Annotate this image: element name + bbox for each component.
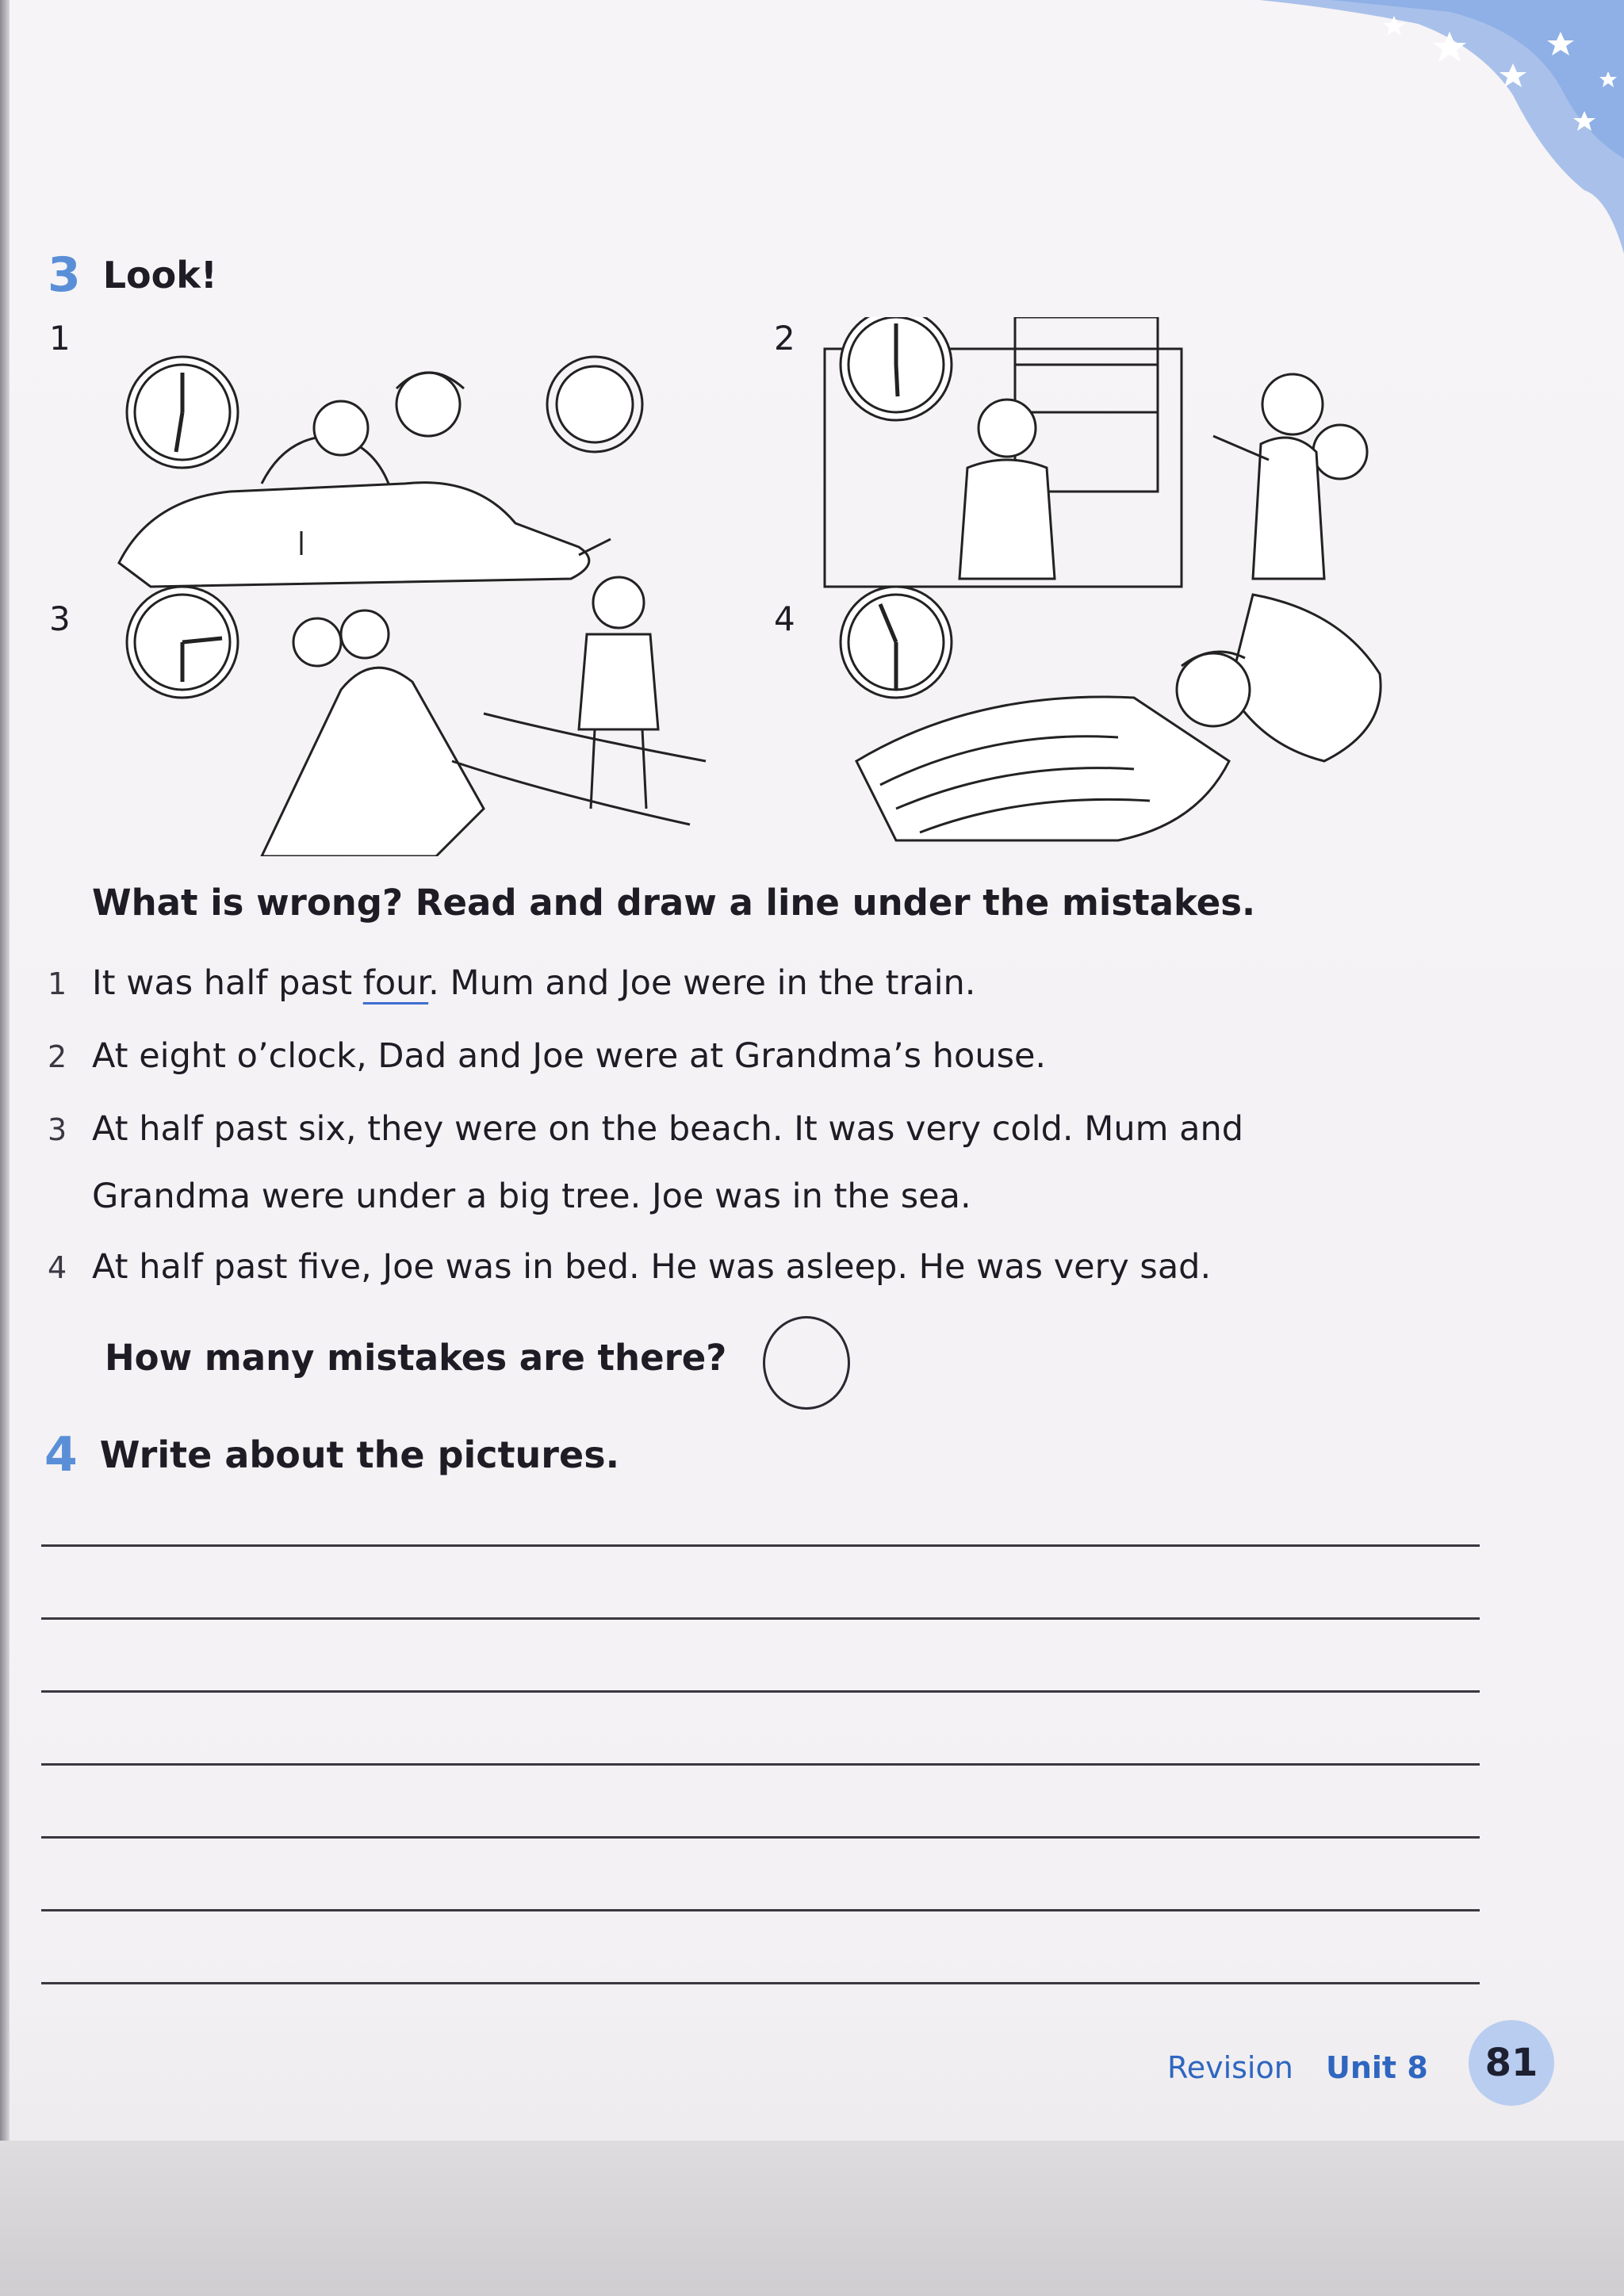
writing-line-2[interactable] [41, 1617, 1480, 1620]
footer-unit-label: Unit 8 [1326, 2050, 1428, 2085]
sentence-4 [48, 1235, 1211, 1299]
panel-number-4: 4 [774, 599, 795, 638]
writing-line-4[interactable] [41, 1763, 1480, 1766]
sentence-3-continued: Grandma were under a big tree. Joe was in the sea. [92, 1177, 971, 1216]
panel-1-car-scene [119, 357, 642, 587]
sentence-text: It was half past [92, 963, 363, 1003]
sentence-text: . Mum and Joe were in the train. [428, 963, 976, 1003]
page-number: 81 [1484, 2041, 1538, 2085]
exercise-3-number: 3 [48, 247, 81, 303]
panel-number-1: 1 [49, 319, 71, 358]
mistake-count-question: How many mistakes are there? [105, 1337, 727, 1379]
writing-line-6[interactable] [41, 1909, 1480, 1911]
exercise-3-heading [48, 247, 217, 303]
panel-number-2: 2 [774, 319, 795, 358]
footer-section-label: Revision [1167, 2050, 1293, 2085]
exercise-4-heading [44, 1427, 619, 1483]
exercise-4-title: Write about the pictures. [99, 1433, 620, 1476]
corner-star-decoration [1212, 0, 1624, 254]
writing-line-7[interactable] [41, 1982, 1480, 1984]
panel-3-beach-scene [127, 577, 706, 856]
page-number-badge [1469, 2020, 1554, 2106]
sentence-1 [48, 951, 975, 1016]
answer-oval[interactable] [763, 1316, 850, 1410]
exercise-4-number: 4 [44, 1427, 78, 1483]
page-binding-edge [0, 0, 10, 2296]
sentence-text: At half past five, Joe was in bed. He was asleep. He was very sad. [92, 1247, 1212, 1287]
sentence-3 [48, 1097, 1243, 1161]
exercise-3-instruction: What is wrong? Read and draw a line under the mistakes. [92, 882, 1256, 924]
writing-line-3[interactable] [41, 1690, 1480, 1693]
sentence-number: 1 [48, 966, 67, 1001]
exercise-3-title: Look! [102, 254, 217, 297]
panel-4-bed-scene [841, 587, 1381, 840]
sentence-number: 3 [48, 1112, 67, 1147]
scan-bottom-margin [0, 2141, 1624, 2296]
sentence-text: At eight o’clock, Dad and Joe were at Grandma’s house. [92, 1036, 1047, 1076]
panel-number-3: 3 [49, 599, 71, 638]
sentence-2 [48, 1024, 1046, 1089]
writing-line-5[interactable] [41, 1836, 1480, 1839]
underlined-mistake: four [362, 963, 429, 1003]
sentence-number: 2 [48, 1039, 67, 1074]
writing-line-1[interactable] [41, 1544, 1480, 1547]
sentence-number: 4 [48, 1250, 67, 1285]
panel-2-house-scene [825, 317, 1367, 587]
exercise-3-illustrations [103, 317, 1443, 856]
sentence-text: At half past six, they were on the beach. It was very cold. Mum and [92, 1109, 1244, 1149]
